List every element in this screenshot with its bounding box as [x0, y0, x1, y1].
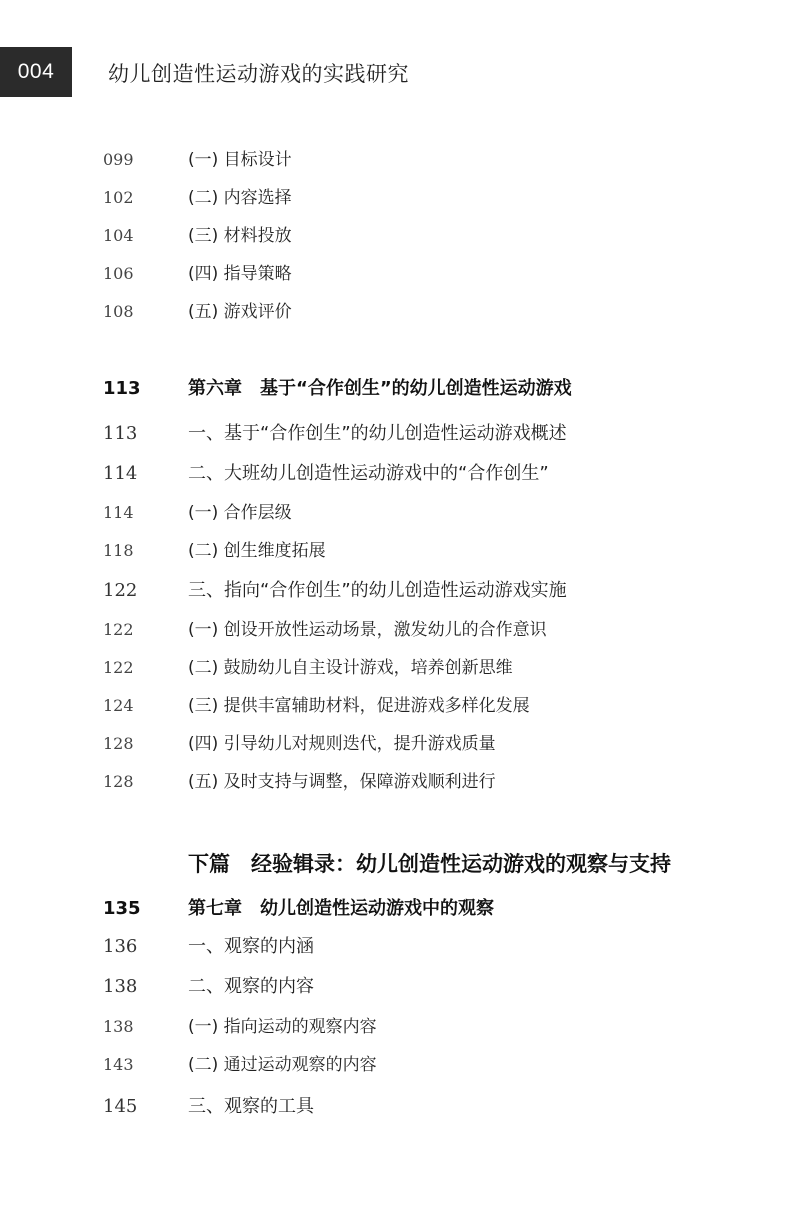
toc-page-number: 143: [103, 1055, 134, 1074]
toc-page-number: 122: [103, 580, 138, 601]
toc-entry-title: (三) 提供丰富辅助材料，促进游戏多样化发展: [188, 696, 530, 716]
toc-page-number: 114: [103, 463, 138, 484]
toc-chapter-title: 第七章 幼儿创造性运动游戏中的观察: [188, 898, 494, 919]
toc-entry[interactable]: [0, 767, 790, 797]
toc-section-title: 二、观察的内容: [188, 976, 314, 997]
toc-entry[interactable]: [0, 145, 790, 175]
toc-page-number: 113: [103, 423, 138, 444]
toc-entry[interactable]: [0, 1012, 790, 1042]
toc-entry-title: (一) 指向运动的观察内容: [188, 1017, 377, 1037]
toc-page-number: 136: [103, 936, 138, 957]
toc-entry[interactable]: [0, 1050, 790, 1080]
toc-page-number: 128: [103, 772, 134, 791]
toc-page-number: 108: [103, 302, 134, 321]
toc-page-number: 106: [103, 264, 134, 283]
toc-part-title: 下篇 经验辑录：幼儿创造性运动游戏的观察与支持: [188, 852, 671, 876]
toc-entry[interactable]: [0, 259, 790, 289]
toc-entry[interactable]: [0, 498, 790, 528]
toc-page-number: 128: [103, 734, 134, 753]
toc-entry-title: (五) 游戏评价: [188, 302, 292, 322]
toc-page-number: 118: [103, 541, 134, 560]
toc-entry[interactable]: [0, 297, 790, 327]
toc-chapter-entry[interactable]: [0, 894, 790, 924]
toc-section-title: 二、大班幼儿创造性运动游戏中的“合作创生”: [188, 463, 549, 484]
toc-section-entry[interactable]: [0, 1092, 790, 1122]
toc-section-title: 三、观察的工具: [188, 1096, 314, 1117]
toc-section-title: 一、观察的内涵: [188, 936, 314, 957]
toc-entry[interactable]: [0, 183, 790, 213]
toc-entry-title: (二) 通过运动观察的内容: [188, 1055, 377, 1075]
toc-entry-title: (二) 创生维度拓展: [188, 541, 326, 561]
toc-page-number: 122: [103, 620, 134, 639]
page-number-badge: 004: [0, 47, 72, 97]
toc-section-entry[interactable]: [0, 576, 790, 606]
toc-section-title: 三、指向“合作创生”的幼儿创造性运动游戏实施: [188, 580, 567, 601]
toc-page-number: 138: [103, 976, 138, 997]
toc-entry-title: (一) 创设开放性运动场景，激发幼儿的合作意识: [188, 620, 547, 640]
toc-chapter-title: 第六章 基于“合作创生”的幼儿创造性运动游戏: [188, 378, 572, 399]
toc-entry[interactable]: [0, 221, 790, 251]
toc-entry[interactable]: [0, 615, 790, 645]
toc-page-number: 102: [103, 188, 134, 207]
toc-page-number: 124: [103, 696, 134, 715]
toc-page-number: 122: [103, 658, 134, 677]
toc-page-number: 113: [103, 378, 141, 399]
toc-page-number: 104: [103, 226, 134, 245]
toc-page-number: 145: [103, 1096, 138, 1117]
toc-section-entry[interactable]: [0, 972, 790, 1002]
toc-section-title: 一、基于“合作创生”的幼儿创造性运动游戏概述: [188, 423, 567, 444]
toc-entry-title: (一) 目标设计: [188, 150, 292, 170]
toc-entry[interactable]: [0, 691, 790, 721]
toc-entry[interactable]: [0, 729, 790, 759]
running-head-book-title: 幼儿创造性运动游戏的实践研究: [108, 62, 409, 86]
toc-section-entry[interactable]: [0, 459, 790, 489]
toc-entry[interactable]: [0, 653, 790, 683]
toc-entry-title: (三) 材料投放: [188, 226, 292, 246]
toc-page-number: 114: [103, 503, 134, 522]
toc-part-heading[interactable]: [0, 846, 790, 882]
toc-entry[interactable]: [0, 536, 790, 566]
toc-section-entry[interactable]: [0, 932, 790, 962]
toc-section-entry[interactable]: [0, 419, 790, 449]
toc-entry-title: (二) 鼓励幼儿自主设计游戏，培养创新思维: [188, 658, 513, 678]
toc-entry-title: (二) 内容选择: [188, 188, 292, 208]
toc-chapter-entry[interactable]: [0, 374, 790, 404]
toc-entry-title: (一) 合作层级: [188, 503, 292, 523]
toc-page-number: 135: [103, 898, 141, 919]
toc-page-number: 138: [103, 1017, 134, 1036]
toc-page-number: 099: [103, 150, 134, 169]
toc-entry-title: (四) 引导幼儿对规则迭代，提升游戏质量: [188, 734, 496, 754]
toc-entry-title: (五) 及时支持与调整，保障游戏顺利进行: [188, 772, 496, 792]
toc-entry-title: (四) 指导策略: [188, 264, 292, 284]
